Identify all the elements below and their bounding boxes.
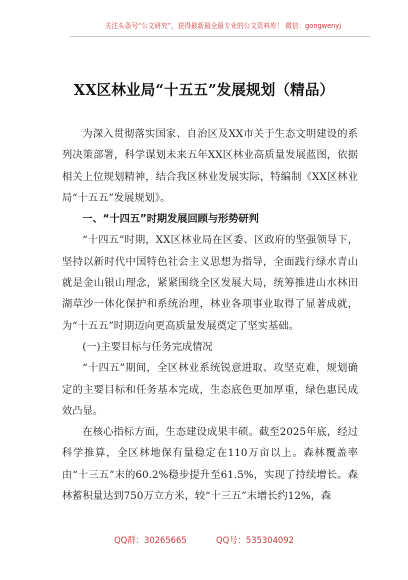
document-body (62, 124, 358, 507)
subsection-paragraph-2: 在核心指标方面，生态建设成果丰硕。截至2025年底，经过科学推算，全区林地保有量稳定在110万亩以上。森林覆盖率由“十三五”末的60.2%稳步提升至61.5%，实现了持续增长。森林蓄积量达到750万立方米，较“十三五”末增长约12%，森 (62, 427, 358, 503)
section-paragraph: “十四五”时期，XX区林业局在区委、区政府的坚强领导下，坚持以新时代中国特色社会主义思想为指导，全面践行绿水青山就是金山银山理念，紧紧围绕全区发展大局，统筹推进山水林田湖草沙一体化保护和系统治理，林业各项事业取得了显著成就，为“十五五”时期迈向更高质量发展奠定了坚实基础。 (62, 235, 358, 332)
subsection-paragraph: “十四五”期间，全区林业系统锐意进取、攻坚克难，规划确定的主要目标和任务基本完成，生态底色更加厚重，绿色惠民成效凸显。 (62, 363, 358, 417)
section-heading: 一、“十四五”时期发展回顾与形势研判 (82, 214, 259, 226)
qq-group-text: QQ群：30265665 (114, 535, 187, 545)
header-divider (70, 36, 370, 37)
contact-footer (0, 534, 408, 546)
qq-number-text: QQ号：535304092 (216, 535, 294, 545)
promo-header-text: 关注头条号“公文研究”，获得最新最全最专业的公文资料库！ 微信：gongwenyj (104, 22, 342, 30)
subsection-heading: (一)主要目标与任务完成情况 (82, 341, 213, 353)
intro-paragraph: 为深入贯彻落实国家、自治区及XX市关于生态文明建设的系列决策部署，科学谋划未来五年XX区林业高质量发展蓝图，依据相关上位规划精神，结合我区林业发展实际，特编制《XX区林业局“十五五”发展规划》。 (62, 129, 358, 204)
document-title: XX区林业局“十五五”发展规划（精品） (73, 82, 335, 99)
